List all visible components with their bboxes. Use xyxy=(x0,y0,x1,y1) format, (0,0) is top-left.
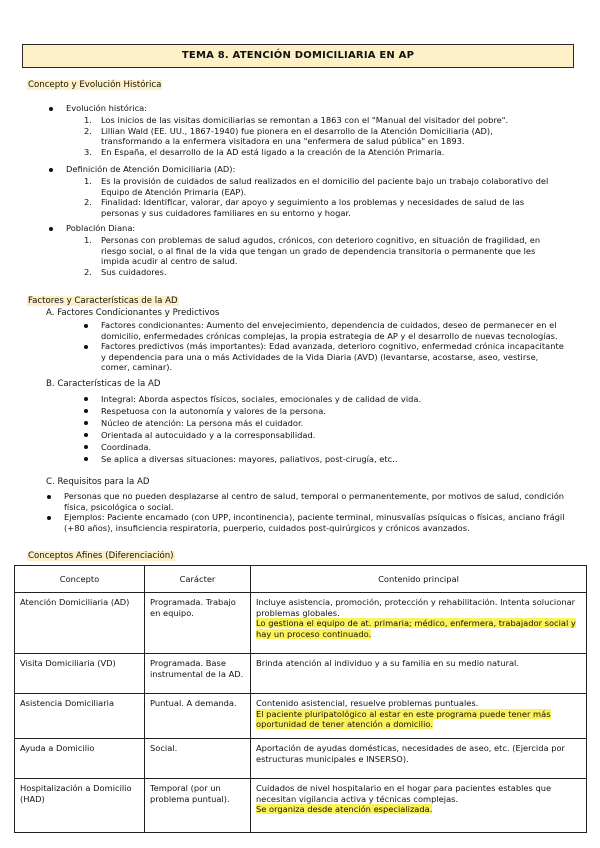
section1-sublist-2 xyxy=(84,176,556,218)
section1-list-2 xyxy=(66,164,566,175)
table-row xyxy=(15,694,587,739)
cell-caracter: Programada. Trabajo en equipo. xyxy=(145,593,251,654)
subsection-a-label: A. Factores Condicionantes y Predictivos xyxy=(46,308,220,318)
list-item: 2. Sus cuidadores. xyxy=(84,266,167,277)
table-row xyxy=(15,739,587,779)
table-row xyxy=(15,654,587,694)
subsection-b-list xyxy=(101,393,561,465)
list-item: Se aplica a diversas situaciones: mayores, paliativos, post-cirugía, etc.. xyxy=(101,453,561,465)
table-row xyxy=(15,779,587,833)
list-item: Coordinada. xyxy=(101,441,561,453)
cell-concepto: Ayuda a Domicilio xyxy=(15,739,145,779)
list-item: 1. Es la provisión de cuidados de salud realizados en el domicilio del paciente bajo un trabajo colaborativo del Equipo de Atención Primaria (EAP). xyxy=(84,176,549,197)
cell-contenido: Aportación de ayudas domésticas, necesidades de aseo, etc. (Ejercida por estructuras municipales e INSERSO). xyxy=(251,739,587,779)
comparison-table xyxy=(14,565,587,833)
section-heading-factores: Factores y Características de la AD xyxy=(28,296,178,306)
section1-sublist-1 xyxy=(84,115,556,157)
cell-caracter: Puntual. A demanda. xyxy=(145,694,251,739)
list-item: Ejemplos: Paciente encamado (con UPP, incontinencia), paciente terminal, minusvalías psíquicas o físicas, anciano frágil (+80 años), insuficiencia respiratoria, puerperio, cuidados post-quirúrgicos y crónicos avanzados. xyxy=(64,512,572,533)
subsection-a-list xyxy=(101,320,569,373)
cell-concepto: Visita Domiciliaria (VD) xyxy=(15,654,145,694)
cell-contenido: Contenido asistencial, resuelve problemas puntuales. El paciente pluripatológico al estar en este programa puede tener más oportunidad de tener atención a domicilio. xyxy=(251,694,587,739)
highlighted-text: Se organiza desde atención especializada. xyxy=(256,804,433,815)
column-header: Contenido principal xyxy=(251,566,587,593)
document-title: TEMA 8. ATENCIÓN DOMICILIARIA EN AP xyxy=(22,44,574,68)
column-header: Carácter xyxy=(145,566,251,593)
list-item: Población Diana: xyxy=(66,223,566,234)
list-item: Factores predictivos (más importantes): Edad avanzada, deterioro cognitivo, enfermedad crónica incapacitante y dependencia para una o más Actividades de la Vida Diaria (AVD) (levantarse, acostarse, aseo, vestirse, comer, caminar). xyxy=(101,341,569,373)
list-item: 2. Lillian Wald (EE. UU., 1867-1940) fue pionera en el desarrollo de la Atención Domiciliaria (AD), transformando a la enfermera visitadora en una "enfermera de salud pública" en 1893. xyxy=(84,125,493,147)
cell-concepto: Hospitalización a Domicilio (HAD) xyxy=(15,779,145,833)
list-item: Factores condicionantes: Aumento del envejecimiento, dependencia de cuidados, deseo de permanecer en el domicilio, enfermedades crónicas complejas, la propia estrategia de AP y el desarrollo de nuevas tecnologías. xyxy=(101,320,569,341)
cell-caracter: Social. xyxy=(145,739,251,779)
list-item: 3. En España, el desarrollo de la AD está ligado a la creación de la Atención Primaria. xyxy=(84,146,445,157)
highlighted-text: El paciente pluripatológico al estar en este programa puede tener más oportunidad de tener atención a domicilio. xyxy=(256,708,551,730)
section1-list xyxy=(66,103,566,114)
subsection-c-label: C. Requisitos para la AD xyxy=(46,477,150,487)
list-item: 1. Personas con problemas de salud agudos, crónicos, con deterioro cognitivo, en situación de fragilidad, en riesgo social, o al final de la vida que tengan un grado de dependencia transitoria o permanente que les impida acudir al centro de salud. xyxy=(84,235,541,267)
cell-caracter: Programada. Base instrumental de la AD. xyxy=(145,654,251,694)
cell-caracter: Temporal (por un problema puntual). xyxy=(145,779,251,833)
subsection-c-list xyxy=(64,491,572,533)
list-item: Evolución histórica: xyxy=(66,103,566,114)
cell-contenido: Incluye asistencia, promoción, protección y rehabilitación. Intenta solucionar problemas globales. Lo gestiona el equipo de at. primaria; médico, enfermera, trabajador social y hay un proceso continuado. xyxy=(251,593,587,654)
section1-list-3 xyxy=(66,223,566,234)
section-heading-conceptos: Conceptos Afines (Diferenciación) xyxy=(28,551,174,561)
list-item: 2. Finalidad: Identificar, valorar, dar apoyo y seguimiento a los problemas y necesidades de salud de las personas y sus cuidadores familiares en su entorno y hogar. xyxy=(84,197,525,218)
subsection-b-label: B. Características de la AD xyxy=(46,379,161,389)
highlighted-text: Lo gestiona el equipo de at. primaria; médico, enfermera, trabajador social y hay un proceso continuado. xyxy=(256,618,576,639)
table-header-row xyxy=(15,566,587,593)
cell-concepto: Asistencia Domiciliaria xyxy=(15,694,145,739)
column-header: Concepto xyxy=(15,566,145,593)
list-item: Orientada al autocuidado y a la corresponsabilidad. xyxy=(101,429,561,441)
section1-sublist-3 xyxy=(84,235,556,277)
list-item: 1. Los inicios de las visitas domiciliarias se remontan a 1863 con el "Manual del visitador del pobre". xyxy=(84,115,509,125)
list-item: Respetuosa con la autonomía y valores de la persona. xyxy=(101,405,561,417)
list-item: Personas que no pueden desplazarse al centro de salud, temporal o permanentemente, por motivos de salud, condición física, psicológica o social. xyxy=(64,491,572,512)
list-item: Núcleo de atención: La persona más el cuidador. xyxy=(101,417,561,429)
cell-contenido: Cuidados de nivel hospitalario en el hogar para pacientes estables que necesitan vigilancia activa y técnicas complejas. Se organiza desde atención especializada. xyxy=(251,779,587,833)
table-row xyxy=(15,593,587,654)
section-heading-concepto: Concepto y Evolución Histórica xyxy=(28,80,162,90)
cell-contenido: Brinda atención al individuo y a su familia en su medio natural. xyxy=(251,654,587,694)
list-item: Integral: Aborda aspectos físicos, sociales, emocionales y de calidad de vida. xyxy=(101,393,561,405)
cell-concepto: Atención Domiciliaria (AD) xyxy=(15,593,145,654)
list-item: Definición de Atención Domiciliaria (AD): xyxy=(66,164,566,175)
